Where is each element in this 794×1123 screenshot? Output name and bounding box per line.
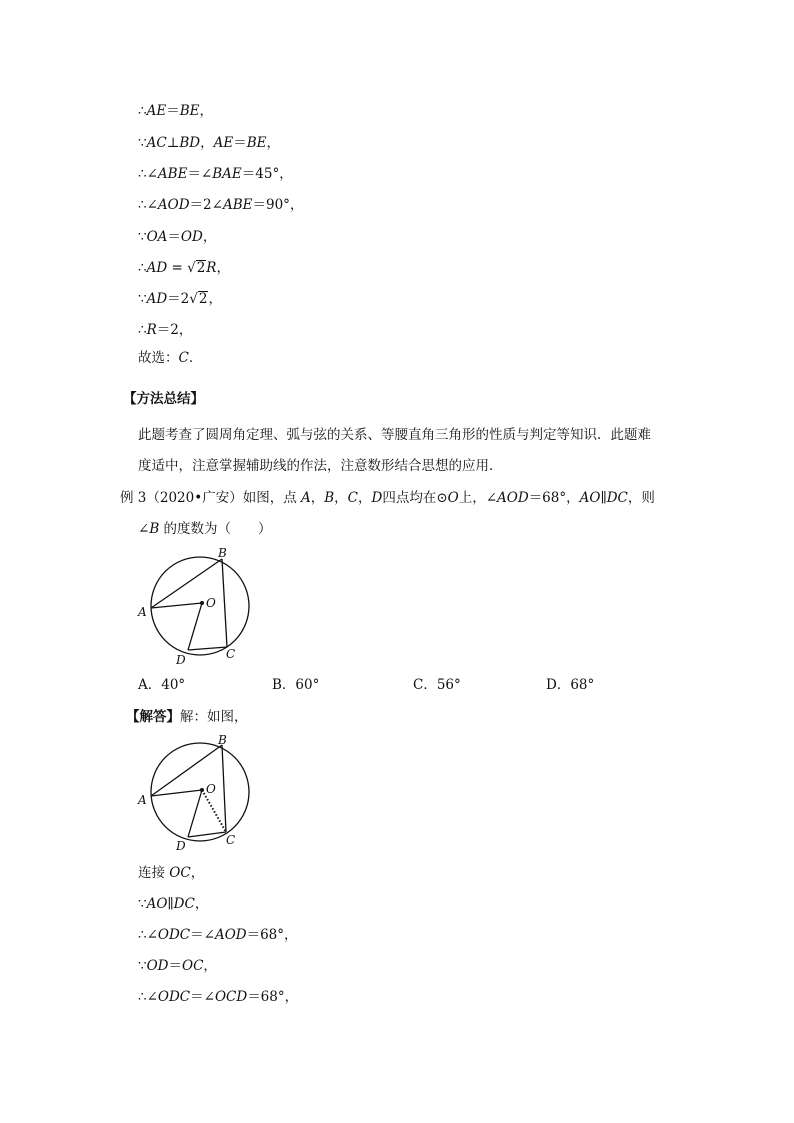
figure-solution <box>130 728 260 858</box>
circle-o-2 <box>151 743 249 841</box>
step-text: ， <box>200 135 214 151</box>
answer-label: 故选： <box>138 350 179 366</box>
step-text: ＝45°， <box>241 166 293 182</box>
method-text-1: 此题考查了圆周角定理、弧与弦的关系、等腰直角三角形的性质与判定等知识．此题难 <box>138 427 651 443</box>
step-prefix: ∴ <box>138 197 147 213</box>
math-symbol: AD <box>146 260 168 276</box>
step-text: ＝68°， <box>246 927 298 943</box>
step-text: √ <box>187 260 196 276</box>
step-line <box>138 165 293 183</box>
pt-o: O <box>447 490 459 506</box>
choice-a[interactable]: A．40° <box>138 677 186 693</box>
step-prefix: ∵ <box>138 896 147 912</box>
step-line <box>138 926 298 944</box>
step-line <box>138 290 222 308</box>
seg-dc: DC <box>606 490 628 506</box>
label-o-2: O <box>206 782 216 796</box>
segment-bc-2 <box>222 745 226 832</box>
radicand: 2 <box>198 291 208 307</box>
step-text: ＝90°， <box>252 197 304 213</box>
math-symbol: ODC <box>157 989 191 1005</box>
step-text: = <box>167 260 188 276</box>
step-line <box>138 228 216 246</box>
math-symbol: BE <box>179 103 200 119</box>
answer-value: C <box>178 350 189 366</box>
step-text: ， <box>202 229 217 245</box>
text-mid5: ，则 <box>627 490 655 506</box>
math-symbol: OD <box>146 958 169 974</box>
step-text: ∠ <box>146 166 158 182</box>
math-symbol: BAE <box>212 166 242 182</box>
math-symbol: OC <box>182 958 204 974</box>
solution-intro: 解：如图， <box>180 709 248 725</box>
math-symbol: AOD <box>157 197 190 213</box>
choice-b[interactable]: B．60° <box>272 677 320 693</box>
choice-c[interactable]: C．56° <box>413 677 461 693</box>
step-line <box>138 988 298 1006</box>
angle-sign: ∠ <box>138 521 150 537</box>
angle-b: B <box>149 521 160 537</box>
solution-heading: 【解答】 <box>126 709 180 725</box>
step-text: ＝∠ <box>187 166 213 182</box>
step-line <box>138 957 217 975</box>
step-line <box>138 196 303 214</box>
math-symbol: DC <box>173 896 195 912</box>
parallel-sign: ∥ <box>600 490 607 506</box>
step-prefix: ∴ <box>138 103 147 119</box>
sep-1: ， <box>310 490 325 506</box>
math-symbol: AE <box>213 135 234 151</box>
example-prefix: 例 3（2020•广安）如图，点 <box>120 490 301 506</box>
math-symbol: BD <box>179 135 201 151</box>
label-d-2: D <box>176 839 186 853</box>
step-text: ＝∠ <box>190 989 215 1005</box>
math-symbol: OD <box>180 229 203 245</box>
math-symbol: OCD <box>214 989 248 1005</box>
pt-d: D <box>371 490 383 506</box>
segment-od-2 <box>188 790 202 837</box>
step-prefix: ∵ <box>138 135 147 151</box>
label-o: O <box>206 596 216 610</box>
step-line <box>138 321 192 339</box>
step-text: ＝ <box>167 229 181 245</box>
math-symbol: R <box>146 322 157 338</box>
label-a: A <box>138 605 147 619</box>
method-text-2: 度适中，注意掌握辅助线的作法，注意数形结合思想的应用． <box>138 458 503 474</box>
segment-od <box>188 603 202 650</box>
label-c: C <box>226 647 236 661</box>
radicand: 2 <box>196 260 206 276</box>
math-symbol: ABE <box>157 166 188 182</box>
step-text: ， <box>208 291 222 307</box>
step-text: ＝2， <box>156 322 193 338</box>
step-text: ， <box>190 865 205 881</box>
solution-intro-line <box>126 708 248 726</box>
answer-line <box>138 349 202 367</box>
math-symbol: AO <box>146 896 168 912</box>
method-heading: 【方法总结】 <box>123 391 204 407</box>
step-prefix: ∵ <box>138 229 147 245</box>
step-prefix: ∴ <box>138 927 147 943</box>
step-prefix: ∴ <box>138 989 147 1005</box>
center-dot <box>200 601 204 605</box>
sep-2: ， <box>334 490 348 506</box>
text-mid4: ＝68°， <box>528 490 580 506</box>
step-text: ， <box>266 135 281 151</box>
segment-oc-dotted <box>202 790 226 832</box>
math-symbol: AD <box>146 291 168 307</box>
step-line <box>138 102 213 120</box>
text-mid3: 上，∠ <box>458 490 498 506</box>
example-question-line2 <box>138 520 272 538</box>
step-text: ＝∠ <box>190 927 215 943</box>
step-text: ＝ <box>166 103 180 119</box>
step-text: ， <box>216 260 230 276</box>
label-b: B <box>218 546 227 560</box>
step-text: √ <box>189 291 198 307</box>
step-text: ∠ <box>146 927 158 943</box>
step-text: ＝2 <box>167 291 190 307</box>
math-symbol: AOD <box>214 927 247 943</box>
step-line <box>138 134 280 152</box>
label-a-2: A <box>138 793 147 807</box>
step-prefix: ∵ <box>138 291 147 307</box>
label-c-2: C <box>226 833 236 847</box>
math-symbol: ODC <box>157 927 191 943</box>
seg-ao: AO <box>579 490 601 506</box>
angle-aod: AOD <box>497 490 529 506</box>
step-prefix: ∵ <box>138 958 147 974</box>
pt-c: C <box>347 490 359 506</box>
label-d: D <box>176 653 186 667</box>
choice-d[interactable]: D．68° <box>546 677 595 693</box>
center-dot-2 <box>200 788 204 792</box>
label-b-2: B <box>218 733 227 747</box>
step-prefix: ∴ <box>138 322 147 338</box>
example-question-line1 <box>120 489 655 507</box>
text-mid2: 四点均在⊙ <box>382 490 448 506</box>
step-text: ， <box>203 958 217 974</box>
step-prefix: ∴ <box>138 260 147 276</box>
step-text: ＝2∠ <box>189 197 223 213</box>
math-symbol: BE <box>246 135 267 151</box>
step-text: ∠ <box>146 989 158 1005</box>
step-text: ∠ <box>146 197 158 213</box>
step-text: ， <box>199 103 213 119</box>
math-symbol: R <box>206 260 217 276</box>
step-text: ＝68°， <box>247 989 299 1005</box>
step-text: ⊥ <box>166 135 180 151</box>
step-line <box>138 259 230 277</box>
step-text: ＝ <box>168 958 182 974</box>
figure-question <box>130 540 260 670</box>
sep-3: ， <box>358 490 372 506</box>
step-text: 连接 <box>138 865 170 881</box>
step-prefix: ∴ <box>138 166 147 182</box>
math-symbol: AE <box>146 103 167 119</box>
step-line <box>138 895 208 913</box>
step-line <box>138 864 204 882</box>
math-symbol: ABE <box>222 197 253 213</box>
question-tail: 的度数为（ ） <box>159 521 272 537</box>
step-text: ， <box>194 896 209 912</box>
math-symbol: OC <box>169 865 191 881</box>
segment-ao <box>151 603 202 608</box>
segment-bc <box>222 559 227 647</box>
pt-b: B <box>324 490 335 506</box>
step-text: ∥ <box>167 896 174 912</box>
step-text: ＝ <box>233 135 247 151</box>
pt-a: A <box>301 490 311 506</box>
math-symbol: AC <box>146 135 167 151</box>
math-symbol: OA <box>146 229 168 245</box>
answer-end: ． <box>188 350 203 366</box>
